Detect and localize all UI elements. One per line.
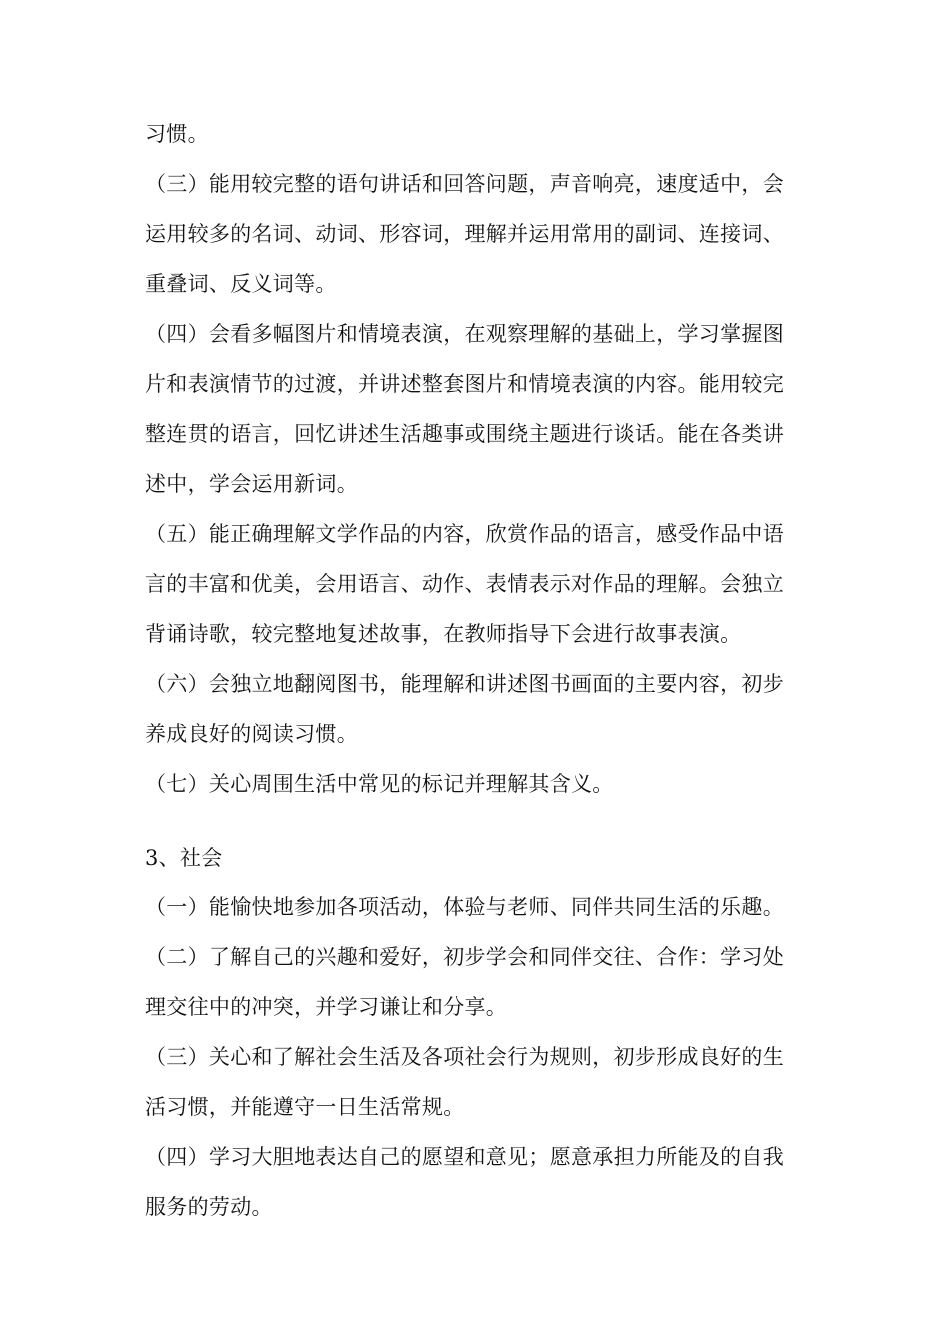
text-line-3: 运用较多的名词、动词、形容词，理解并运用常用的副词、连接词、 [145, 222, 784, 246]
text-line-6: 片和表演情节的过渡，并讲述整套图片和情境表演的内容。能用较完 [145, 372, 784, 396]
text-line-11: 背诵诗歌，较完整地复述故事，在教师指导下会进行故事表演。 [145, 622, 742, 646]
text-line-5: （四）会看多幅图片和情境表演，在观察理解的基础上，学习掌握图 [145, 322, 784, 346]
text-line-19: 活习惯，并能遵守一日生活常规。 [145, 1095, 465, 1119]
text-line-2: （三）能用较完整的语句讲话和回答问题，声音响亮，速度适中，会 [145, 172, 784, 196]
text-line-16: （二）了解自己的兴趣和爱好，初步学会和同伴交往、合作：学习处 [145, 945, 784, 969]
text-line-9: （五）能正确理解文学作品的内容，欣赏作品的语言，感受作品中语 [145, 522, 784, 546]
text-line-15: （一）能愉快地参加各项活动，体验与老师、同伴共同生活的乐趣。 [145, 895, 784, 919]
text-line-8: 述中，学会运用新词。 [145, 472, 358, 496]
text-line-18: （三）关心和了解社会生活及各项社会行为规则，初步形成良好的生 [145, 1045, 784, 1069]
text-line-1: 习惯。 [145, 122, 209, 146]
text-line-21: 服务的劳动。 [145, 1195, 273, 1219]
text-line-13: 养成良好的阅读习惯。 [145, 722, 358, 746]
section-heading: 3、社会 [145, 846, 223, 870]
text-line-10: 言的丰富和优美，会用语言、动作、表情表示对作品的理解。会独立 [145, 572, 784, 596]
text-line-12: （六）会独立地翻阅图书，能理解和讲述图书画面的主要内容，初步 [145, 672, 784, 696]
text-line-4: 重叠词、反义词等。 [145, 272, 337, 296]
text-line-20: （四）学习大胆地表达自己的愿望和意见；愿意承担力所能及的自我 [145, 1145, 784, 1169]
text-line-7: 整连贯的语言，回忆讲述生活趣事或围绕主题进行谈话。能在各类讲 [145, 422, 784, 446]
text-line-17: 理交往中的冲突，并学习谦让和分享。 [145, 995, 508, 1019]
text-line-14: （七）关心周围生活中常见的标记并理解其含义。 [145, 772, 614, 796]
